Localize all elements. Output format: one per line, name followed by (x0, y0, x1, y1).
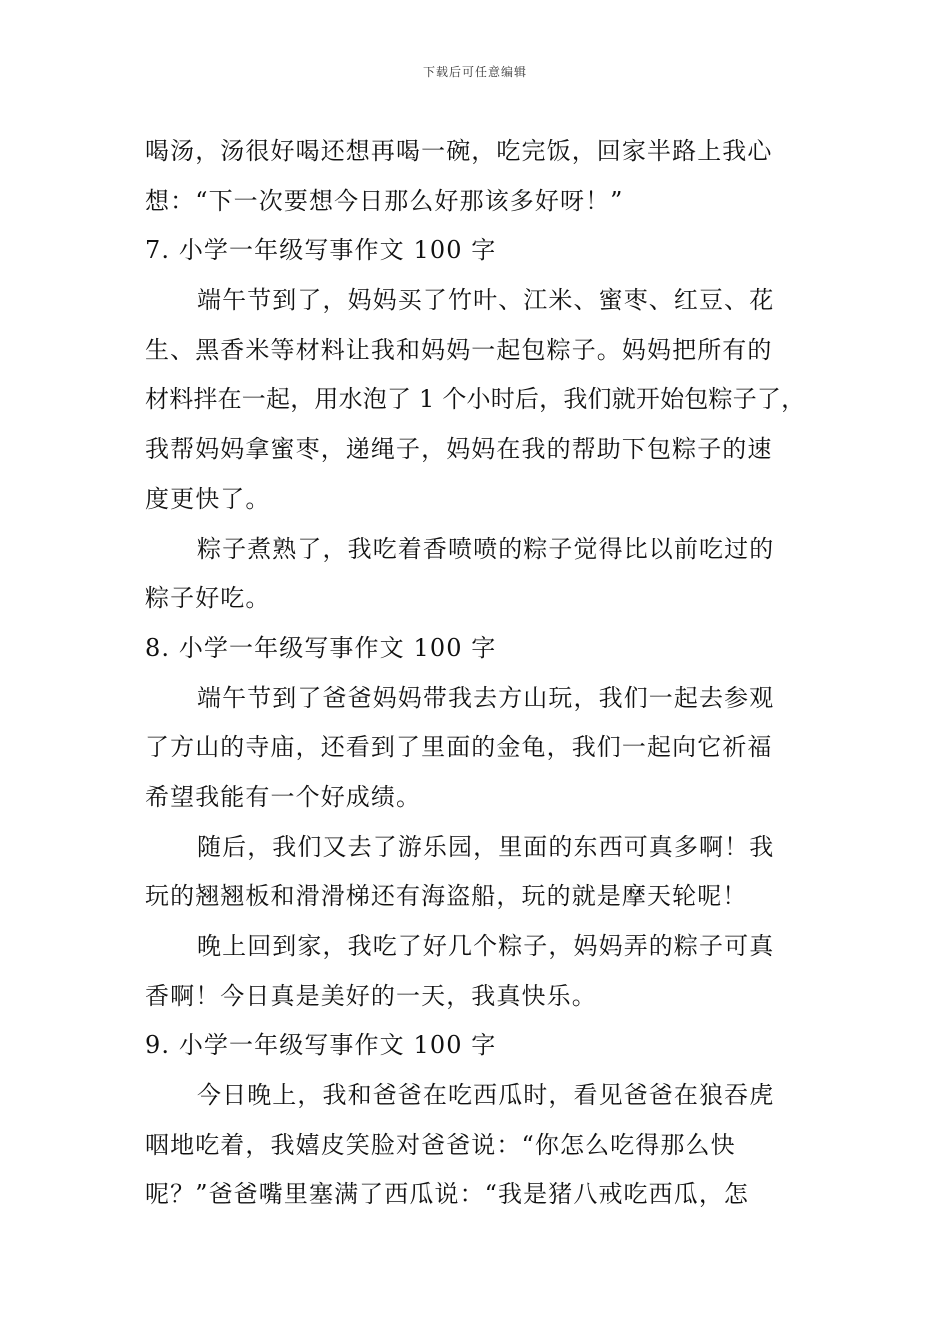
paragraph-line: 呢？”爸爸嘴里塞满了西瓜说：“我是猪八戒吃西瓜，怎 (145, 1180, 750, 1209)
paragraph-line: 玩的翘翘板和滑滑梯还有海盗船，玩的就是摩天轮呢！ (145, 882, 748, 911)
paragraph-line: 随后，我们又去了游乐园，里面的东西可真多啊！我 (197, 832, 775, 861)
paragraph-line: 想：“下一次要想今日那么好那该多好呀！” (145, 186, 624, 215)
paragraph-line: 生、黑香米等材料让我和妈妈一起包粽子。妈妈把所有的 (145, 335, 773, 364)
paragraph-line: 今日晚上，我和爸爸在吃西瓜时，看见爸爸在狼吞虎 (197, 1081, 775, 1110)
paragraph-line: 我帮妈妈拿蜜枣，递绳子，妈妈在我的帮助下包粽子的速 (145, 435, 773, 464)
paragraph-line: 晚上回到家，我吃了好几个粽子，妈妈弄的粽子可真 (197, 932, 775, 960)
paragraph-line: 粽子煮熟了，我吃着香喷喷的粽子觉得比以前吃过的 (197, 534, 775, 563)
paragraph-line: 了方山的寺庙，还看到了里面的金龟，我们一起向它祈福 (145, 733, 773, 762)
paragraph-line: 粽子好吃。 (145, 584, 271, 613)
paragraph-line: 端午节到了，妈妈买了竹叶、江米、蜜枣、红豆、花 (197, 286, 775, 315)
paragraph-line: 端午节到了爸爸妈妈带我去方山玩，我们一起去参观 (197, 683, 775, 712)
paragraph-line: 度更快了。 (145, 484, 271, 513)
document-body (145, 127, 825, 1220)
page-header: 下载后可任意编辑 (422, 65, 527, 79)
section-heading-8: 8. 小学一年级写事作文 100 字 (145, 633, 497, 662)
paragraph-line: 香啊！今日真是美好的一天，我真快乐。 (145, 981, 597, 1010)
paragraph-line: 材料拌在一起，用水泡了 1 个小时后，我们就开始包粽子了， (145, 385, 806, 414)
section-heading-7: 7. 小学一年级写事作文 100 字 (145, 236, 497, 265)
paragraph-line: 喝汤，汤很好喝还想再喝一碗，吃完饭，回家半路上我心 (145, 137, 773, 165)
paragraph-line: 希望我能有一个好成绩。 (145, 782, 422, 811)
section-heading-9: 9. 小学一年级写事作文 100 字 (145, 1031, 497, 1060)
paragraph-line: 咽地吃着，我嬉皮笑脸对爸爸说：“你怎么吃得那么快 (145, 1130, 736, 1159)
